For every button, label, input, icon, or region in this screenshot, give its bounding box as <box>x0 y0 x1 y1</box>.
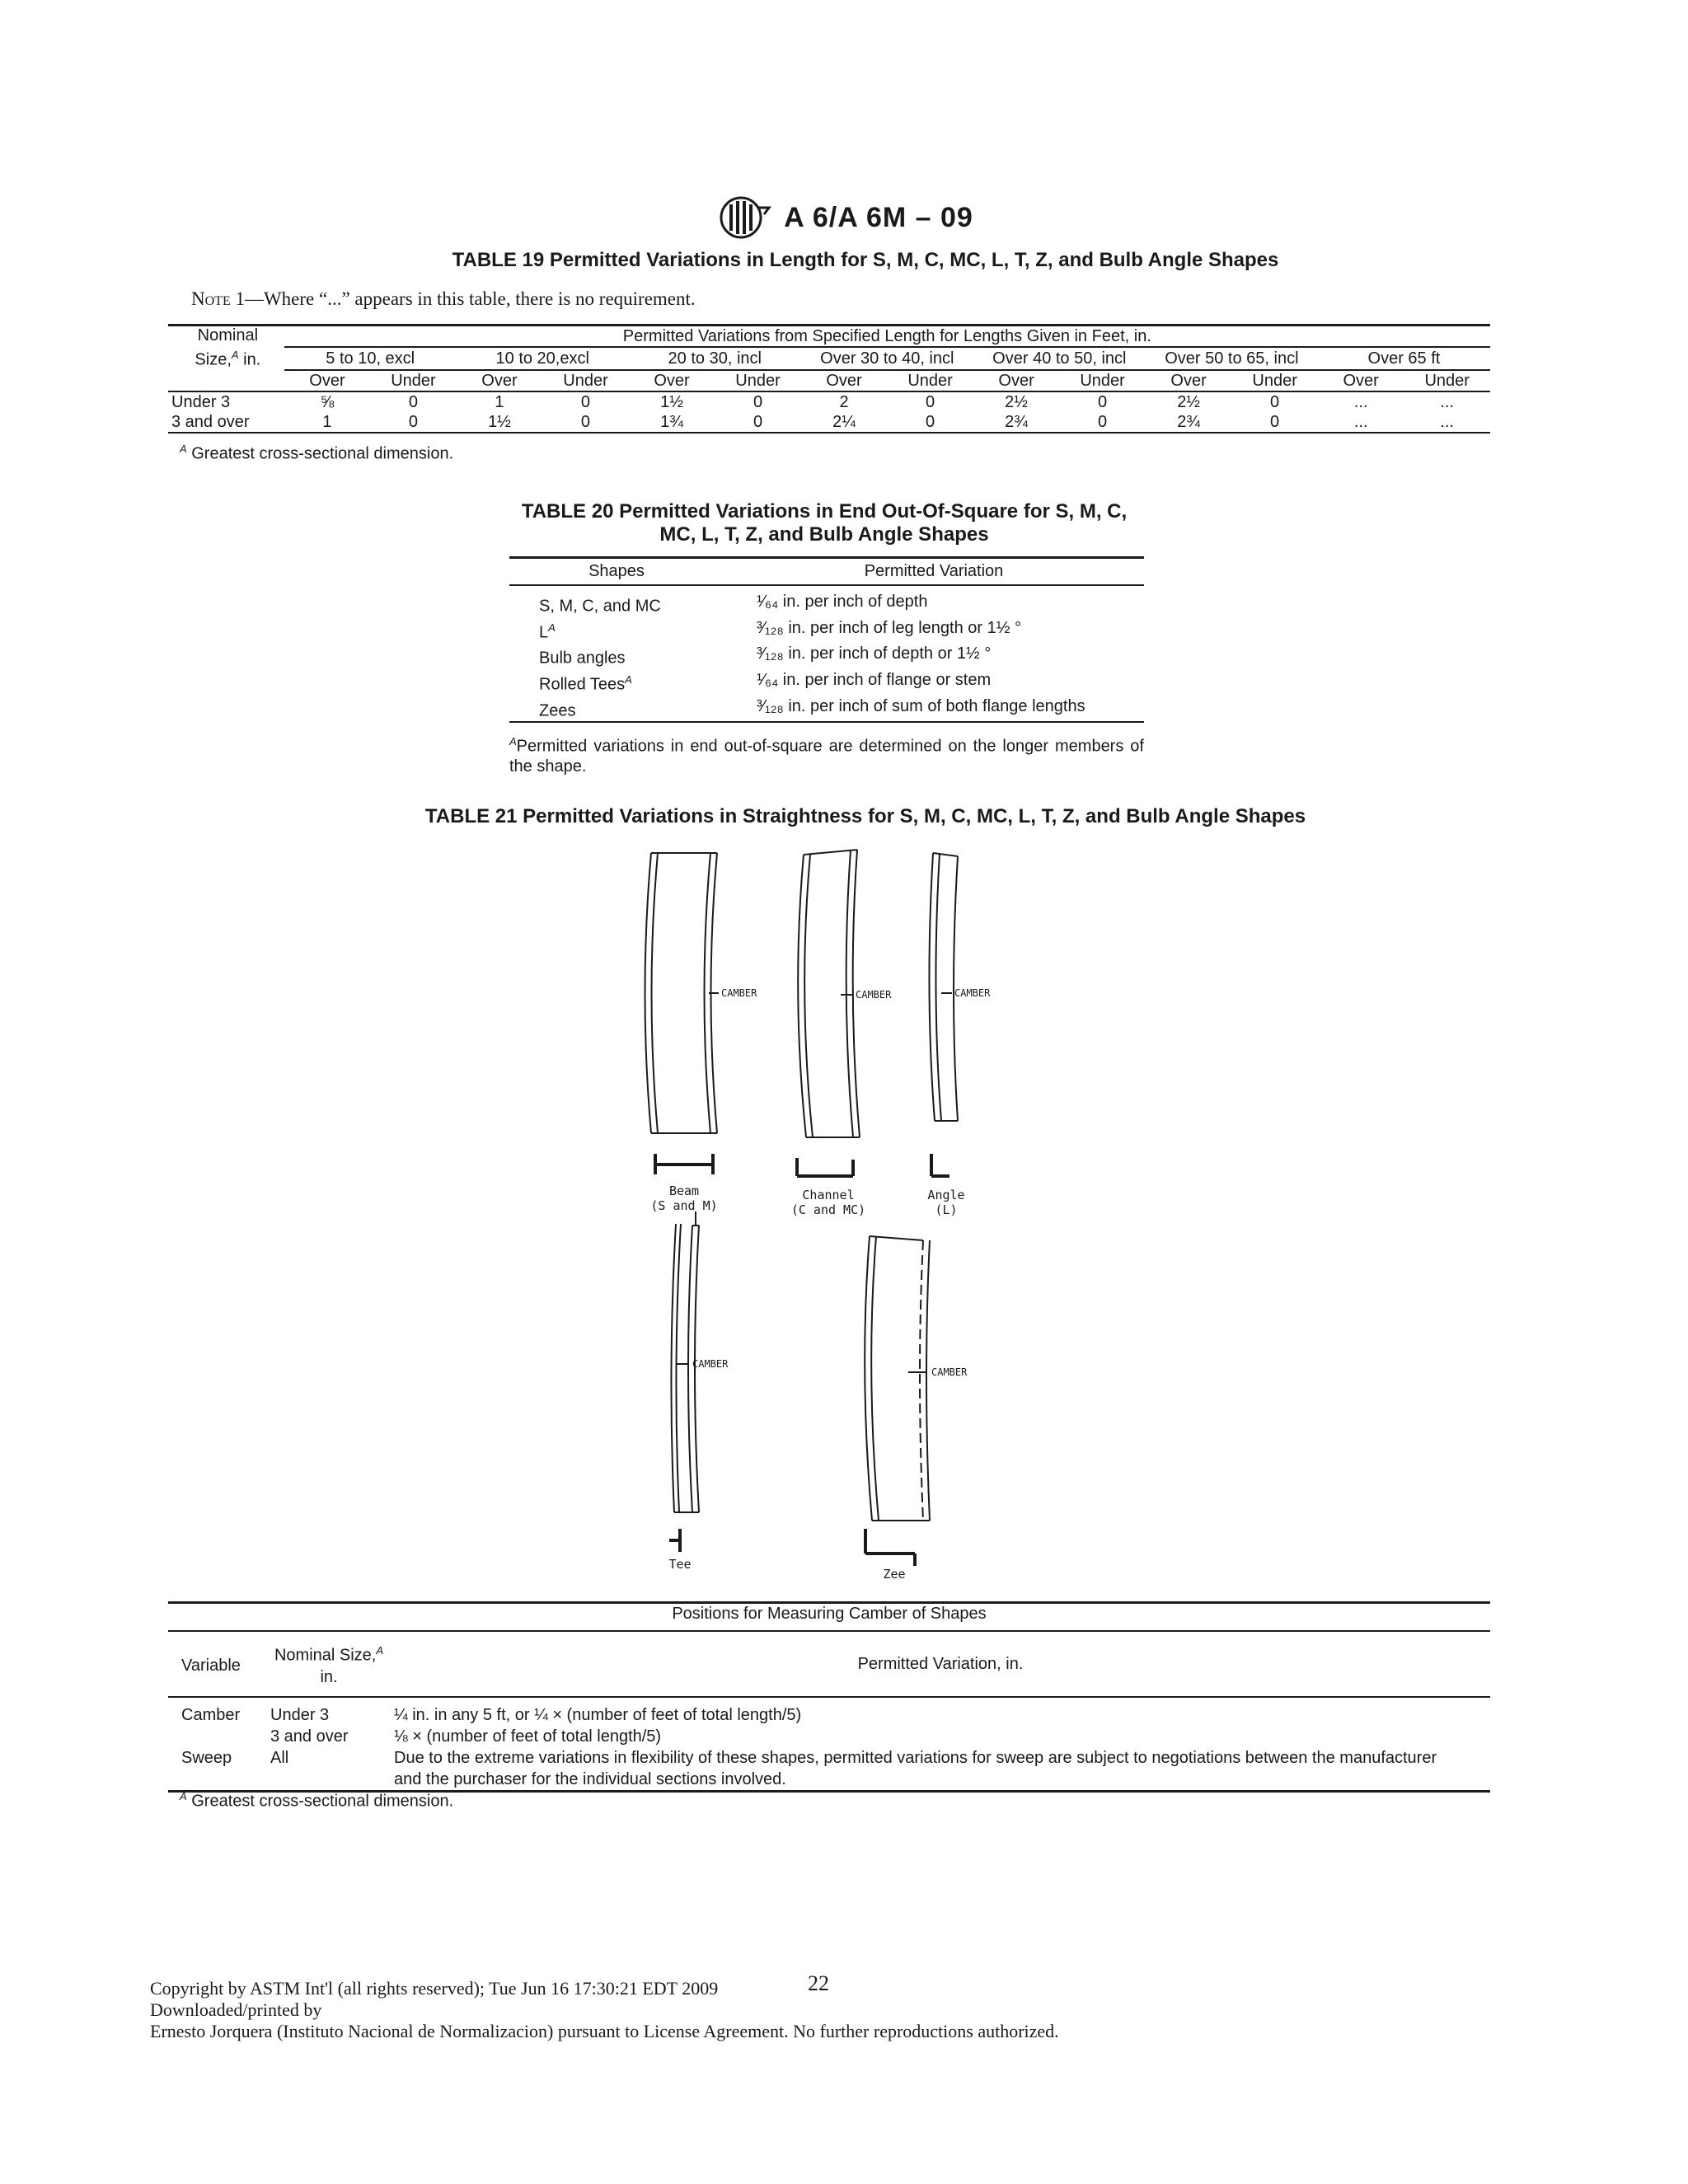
cell: 2½ <box>1005 392 1028 411</box>
camber-label: CAMBER <box>692 1358 729 1370</box>
copyright-footer: Copyright by ASTM Int'l (all rights reserved); Tue Jun 16 17:30:21 EDT 2009 Downloaded/printed by Ernesto Jorquera (Instituto Nacional de Normalizacion) pursuant to License Agreement. No further reproductions authorized. <box>150 1978 1059 2041</box>
cell: 2¾ <box>973 412 1060 433</box>
table-row <box>168 391 1490 412</box>
cell: 0 <box>887 412 973 433</box>
sub-header: Over <box>457 370 543 391</box>
channel-sublabel: (C and MC) <box>790 1202 866 1217</box>
table19 <box>168 326 1490 434</box>
standard-designation: A 6/A 6M – 09 <box>784 201 973 233</box>
camber-label: CAMBER <box>931 1366 968 1378</box>
cell: 1 <box>495 392 504 411</box>
spanner-header: Permitted Variations from Specified Length for Lengths Given in Feet, in. <box>284 326 1490 347</box>
variation-cell: ³⁄₁₂₈ in. per inch of sum of both flange lengths <box>757 696 1085 715</box>
group-header: 20 to 30, incl <box>629 347 801 369</box>
table19-title: TABLE 19 Permitted Variations in Length for S, M, C, MC, L, T, Z, and Bulb Angle Shapes <box>452 249 1279 271</box>
tee-section-icon <box>669 1529 680 1552</box>
tee-label: Tee <box>668 1557 692 1572</box>
cell: 2 <box>839 392 849 411</box>
shape-cell: Bulb angles <box>539 649 626 668</box>
channel-elevation <box>798 850 860 1137</box>
table-row <box>509 669 1144 696</box>
table20 <box>509 556 1144 723</box>
table21-top-rule <box>168 1601 1490 1604</box>
value-cell: ¼ in. in any 5 ft, or ¼ × (number of feet of total length/5) <box>394 1705 802 1724</box>
cell: ... <box>1404 412 1490 433</box>
channel-section-icon <box>797 1158 853 1176</box>
shape-cell: Rolled Tees$^A$ <box>539 673 632 694</box>
cell: 0 <box>1059 412 1146 433</box>
variable-cell: Camber <box>181 1705 241 1724</box>
variable-cell <box>168 1726 267 1747</box>
angle-label: Angle <box>927 1188 965 1202</box>
table21-subtitle: Positions for Measuring Camber of Shapes <box>672 1605 987 1623</box>
shape-cell: S, M, C, and MC <box>539 597 661 616</box>
sub-header: Under <box>1231 370 1318 391</box>
table21-title: TABLE 21 Permitted Variations in Straightness for S, M, C, MC, L, T, Z, and Bulb Angle Shapes <box>424 805 1306 827</box>
shape-cell: Zees <box>539 701 576 720</box>
table20-footnote: $^A$Permitted variations in end out-of-square are determined on the longer members of the shape. <box>509 735 1144 776</box>
table-row <box>168 1747 1490 1792</box>
sub-header: Over <box>973 370 1060 391</box>
table21-footnote: $^A$ Greatest cross-sectional dimension. <box>180 1790 454 1811</box>
table-row <box>509 643 1144 669</box>
page-number: 22 <box>808 1971 829 1995</box>
cell: 0 <box>580 392 591 411</box>
beam-label: Beam <box>668 1183 700 1198</box>
sub-header: Over <box>1146 370 1232 391</box>
camber-label: CAMBER <box>954 987 991 999</box>
cell: 0 <box>1270 392 1280 411</box>
sub-header: Over <box>629 370 715 391</box>
zee-elevation <box>865 1236 930 1521</box>
table21-rule <box>168 1630 1490 1632</box>
beam-sublabel: (S and M) <box>650 1198 718 1213</box>
table19-note <box>191 288 696 310</box>
size-cell: Under 3 <box>270 1705 330 1724</box>
channel-label: Channel <box>802 1188 855 1202</box>
sub-header: Under <box>715 370 801 391</box>
sub-header: Under <box>1059 370 1146 391</box>
sub-header: Under <box>370 370 457 391</box>
variable-cell: Sweep <box>181 1748 232 1767</box>
cell: 0 <box>542 412 629 433</box>
table-row <box>509 591 1144 617</box>
angle-section-icon <box>931 1154 950 1176</box>
cell: 2¼ <box>801 412 888 433</box>
group-header: Over 50 to 65, incl <box>1146 347 1318 369</box>
value-cell: ⅛ × (number of feet of total length/5) <box>394 1727 662 1746</box>
group-header: Over 65 ft <box>1318 347 1490 369</box>
table-row <box>168 412 1490 433</box>
sub-header: Over <box>801 370 888 391</box>
size-cell: All <box>270 1748 289 1767</box>
table19-footnote: $^A$ Greatest cross-sectional dimension. <box>180 443 454 463</box>
table20-title: TABLE 20 Permitted Variations in End Out-Of-Square for S, M, C, MC, L, T, Z, and Bulb Angle Shapes <box>521 500 1128 546</box>
angle-sublabel: (L) <box>935 1202 958 1217</box>
cell: ... <box>1353 392 1368 411</box>
cell: 0 <box>1098 392 1108 411</box>
cell: 0 <box>1231 412 1318 433</box>
astm-logo-icon <box>715 193 772 242</box>
camber-figure <box>560 837 1104 1595</box>
cell: 2½ <box>1177 392 1200 411</box>
group-header: Over 30 to 40, incl <box>801 347 973 369</box>
beam-elevation <box>645 853 720 1133</box>
permitted-variation-header: Permitted Variation, in. <box>857 1654 1024 1673</box>
sub-header: Over <box>284 370 371 391</box>
note-text: —Where “...” appears in this table, there is no requirement. <box>244 288 696 309</box>
cell: ... <box>1318 412 1404 433</box>
sub-header: Over <box>1318 370 1404 391</box>
cell: 1½ <box>457 412 543 433</box>
cell: 0 <box>408 392 419 411</box>
sub-header: Under <box>1404 370 1490 391</box>
camber-label: CAMBER <box>856 989 892 1001</box>
table-row <box>168 1726 1490 1747</box>
cell: 2¾ <box>1146 412 1232 433</box>
camber-label: CAMBER <box>721 987 757 999</box>
table-row <box>509 696 1144 723</box>
zee-section-icon <box>865 1529 915 1566</box>
group-header: 5 to 10, excl <box>284 347 457 369</box>
cell: 0 <box>925 392 935 411</box>
group-header: Over 40 to 50, incl <box>973 347 1146 369</box>
cell: 1¾ <box>629 412 715 433</box>
beam-section-icon <box>655 1154 713 1174</box>
variation-cell: ¹⁄₆₄ in. per inch of flange or stem <box>757 670 992 689</box>
table-row <box>509 617 1144 644</box>
cell: 0 <box>715 412 801 433</box>
row-size: 3 and over <box>168 412 284 433</box>
row-size: Under 3 <box>171 392 231 411</box>
variation-cell: ³⁄₁₂₈ in. per inch of leg length or 1½ ° <box>757 618 1021 637</box>
table21 <box>168 1640 1490 1793</box>
page-header <box>0 191 1688 244</box>
table-row <box>168 1704 1490 1726</box>
value-cell: Due to the extreme variations in flexibility of these shapes, permitted variations for sweep are subject to negotiations between the manufacturer and the purchaser for the individual sections involved. <box>394 1748 1437 1788</box>
cell: 1½ <box>660 392 683 411</box>
variation-cell: ³⁄₁₂₈ in. per inch of depth or 1½ ° <box>757 644 992 663</box>
nominal-size-header: Nominal Size,$^A$ in. <box>274 1644 384 1686</box>
variation-cell: ¹⁄₆₄ in. per inch of depth <box>757 593 928 611</box>
shapes-header: Shapes <box>588 562 645 580</box>
note-label: Note 1 <box>191 288 245 309</box>
variation-header: Permitted Variation <box>864 562 1004 580</box>
shape-cell: $L^A$ <box>539 621 556 642</box>
variable-header: Variable <box>181 1656 241 1675</box>
size-cell: 3 and over <box>270 1727 349 1746</box>
angle-elevation <box>929 853 958 1121</box>
cell: 0 <box>370 412 457 433</box>
cell: ... <box>1440 392 1455 411</box>
sub-header: Under <box>542 370 629 391</box>
nominal-size-header: Nominal Size,$^A$ in. <box>195 326 261 369</box>
cell: 1 <box>284 412 371 433</box>
sub-header: Under <box>887 370 973 391</box>
cell: ⅝ <box>320 392 335 411</box>
cell: 0 <box>753 392 763 411</box>
group-header: 10 to 20,excl <box>457 347 629 369</box>
zee-label: Zee <box>883 1567 906 1582</box>
